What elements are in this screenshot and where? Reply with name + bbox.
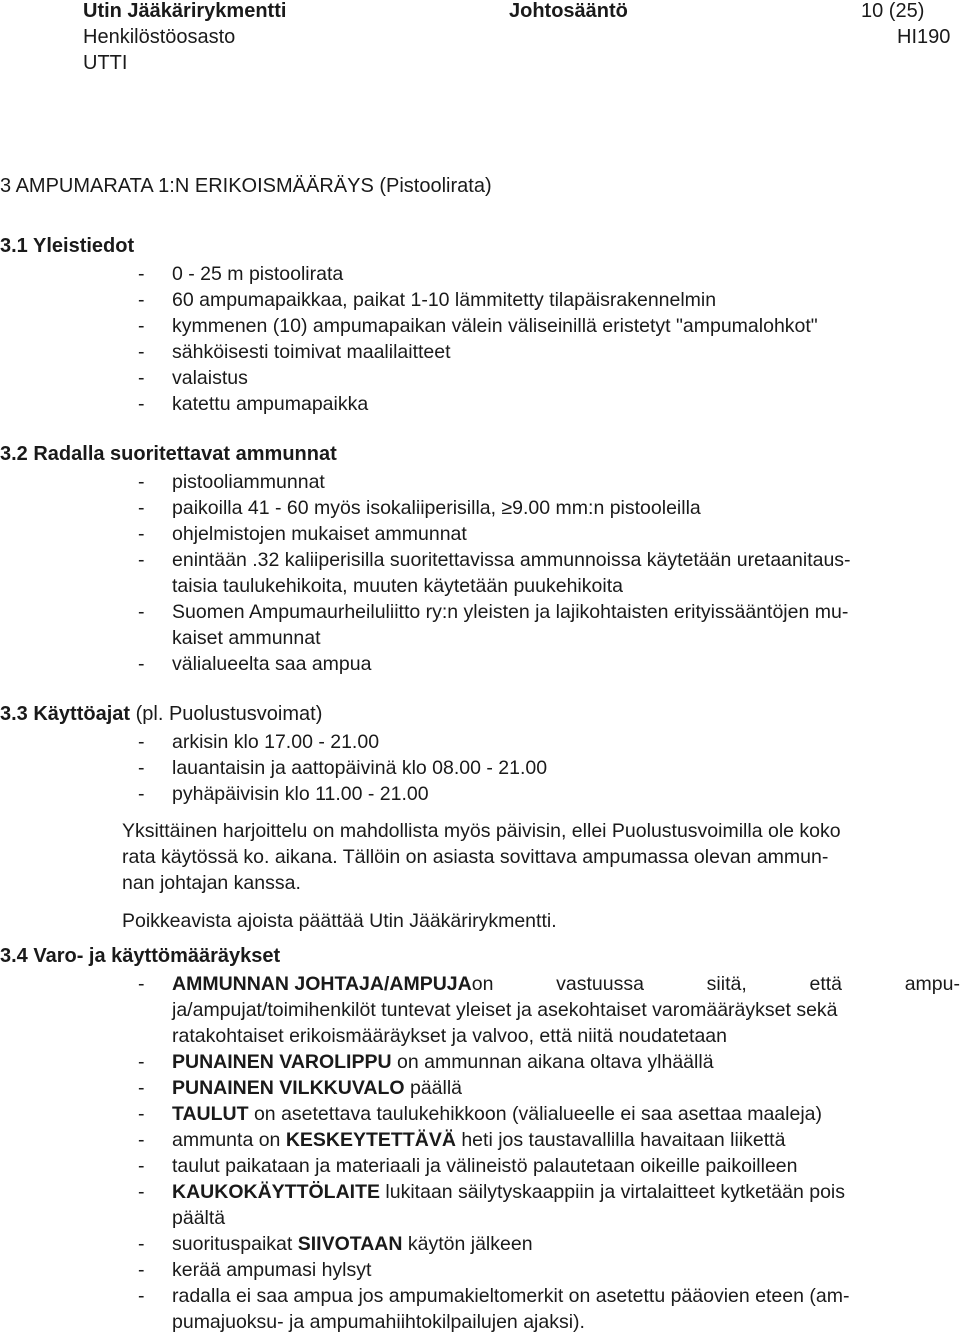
section-3-4-title: 3.4 Varo- ja käyttömääräykset [0,945,281,967]
bullet-dash: - [138,653,145,675]
section-3-2-title: 3.2 Radalla suoritettavat ammunnat [0,443,337,465]
paragraph-exceptions: Poikkeavista ajoista päättää Utin Jääkärirykmentti. [122,910,557,932]
header-row-2 [0,26,960,52]
section-3-3-title-note: (pl. Puolustusvoimat) [130,703,323,725]
list-item-text: Suomen Ampumaurheiluliitto ry:n yleisten ja lajikohtaisten erityissääntöjen mu- kaiset ammunnat [172,601,849,649]
bullet-dash: - [138,549,145,571]
section-3-1-title: 3.1 Yleistiedot [0,235,135,257]
header-row-1 [0,0,960,26]
list-item-text: enintään .32 kaliiperisilla suoritettavissa ammunnoissa käytetään uretaanitaus- taisia taulukehikoita, muuten käytetään puukehikoita [172,549,851,597]
list-item-text: välialueelta saa ampua [172,653,372,675]
bullet-dash: - [138,289,145,311]
bullet-dash: - [138,367,145,389]
list-item-text: katettu ampumapaikka [172,393,369,415]
bullet-dash: - [138,497,145,519]
header-dept: Henkilöstöosasto [83,26,236,48]
bullet-dash: - [138,1181,145,1203]
bullet-dash: - [138,523,145,545]
bullet-dash: - [138,1233,145,1255]
bullet-dash: - [138,1077,145,1099]
bullet-dash: - [138,315,145,337]
section-3-3-title-bold: 3.3 Käyttöajat [0,703,131,725]
list-item-text: 60 ampumapaikkaa, paikat 1-10 lämmitetty tilapäisrakennelmin [172,289,717,311]
list-item-text: PUNAINEN VAROLIPPU on ammunnan aikana oltava ylhäällä [172,1051,714,1073]
bullet-dash: - [138,1155,145,1177]
list-item-text: sähköisesti toimivat maalilaitteet [172,341,451,363]
bullet-dash: - [138,731,145,753]
list-item-text: arkisin klo 17.00 - 21.00 [172,731,380,753]
list-item-text: valaistus [172,367,248,389]
bullet-dash: - [138,1259,145,1281]
section-3-3-title [0,703,322,726]
list-item-text: ammunta on KESKEYTETTÄVÄ heti jos taustavallilla havaitaan liikettä [172,1129,786,1151]
bullet-dash: - [138,1103,145,1125]
list-item-text: kerää ampumasi hylsyt [172,1259,372,1281]
bullet-dash: - [138,757,145,779]
bullet-dash: - [138,471,145,493]
bullet-dash: - [138,601,145,623]
list-item-text: taulut paikataan ja materiaali ja välineistö palautetaan oikeille paikoilleen [172,1155,798,1177]
bullet-dash: - [138,973,145,995]
header-page: 10 (25) [861,0,925,22]
list-item-text: kymmenen (10) ampumapaikan välein väliseinillä eristetyt "ampumalohkot" [172,315,818,337]
header-code: HI190 [897,26,951,48]
list-item-text: TAULUT on asetettava taulukehikkoon (välialueelle ei saa asettaa maaleja) [172,1103,822,1125]
list-item-text: radalla ei saa ampua jos ampumakieltomerkit on asetettu pääovien eteen (am- pumajuoksu- ja ampumahiihtokilpailujen ajaksi). [172,1285,850,1333]
list-item-text: ohjelmistojen mukaiset ammunnat [172,523,467,545]
list-item-text: pyhäpäivisin klo 11.00 - 21.00 [172,783,429,805]
header-location: UTTI [83,52,128,74]
list-item-text: KAUKOKÄYTTÖLAITE lukitaan säilytyskaappiin ja virtalaitteet kytketään pois päältä [172,1181,845,1229]
header-row-3 [0,52,960,78]
bullet-dash: - [138,341,145,363]
bullet-dash: - [138,1285,145,1307]
bullet-dash: - [138,393,145,415]
list-item-text: pistooliammunnat [172,471,325,493]
list-item-text: 0 - 25 m pistoolirata [172,263,344,285]
section-3-title: 3 AMPUMARATA 1:N ERIKOISMÄÄRÄYS (Pistoolirata) [0,175,492,197]
list-item-text: PUNAINEN VILKKUVALO päällä [172,1077,463,1099]
list-item-text: lauantaisin ja aattopäivinä klo 08.00 - 21.00 [172,757,548,779]
bullet-dash: - [138,1051,145,1073]
header-org: Utin Jääkärirykmentti [83,0,287,22]
list-item-text: AMMUNNAN JOHTAJA/AMPUJA on vastuussa siitä, että ampu- ja/ampujat/toimihenkilöt tuntevat yleiset ja asekohtaiset varomääräykset sekä ratakohtaiset erikoismääräykset ja valvoo, että niitä noudatetaan [172,973,960,1047]
bullet-dash: - [138,783,145,805]
header-doc-type: Johtosääntö [509,0,628,22]
bullet-dash: - [138,263,145,285]
list-item-text: paikoilla 41 - 60 myös isokaliiperisilla, ≥9.00 mm:n pistooleilla [172,497,701,519]
paragraph-individual-practice: Yksittäinen harjoittelu on mahdollista myös päivisin, ellei Puolustusvoimilla ole koko rata käytössä ko. aikana. Tällöin on asiasta sovittava ampumassa olevan ammun- nan johtajan kanssa. [122,820,841,894]
bullet-dash: - [138,1129,145,1151]
list-item-text: suorituspaikat SIIVOTAAN käytön jälkeen [172,1233,533,1255]
responsible-person-label: AMMUNNAN JOHTAJA/AMPUJA [172,973,472,995]
